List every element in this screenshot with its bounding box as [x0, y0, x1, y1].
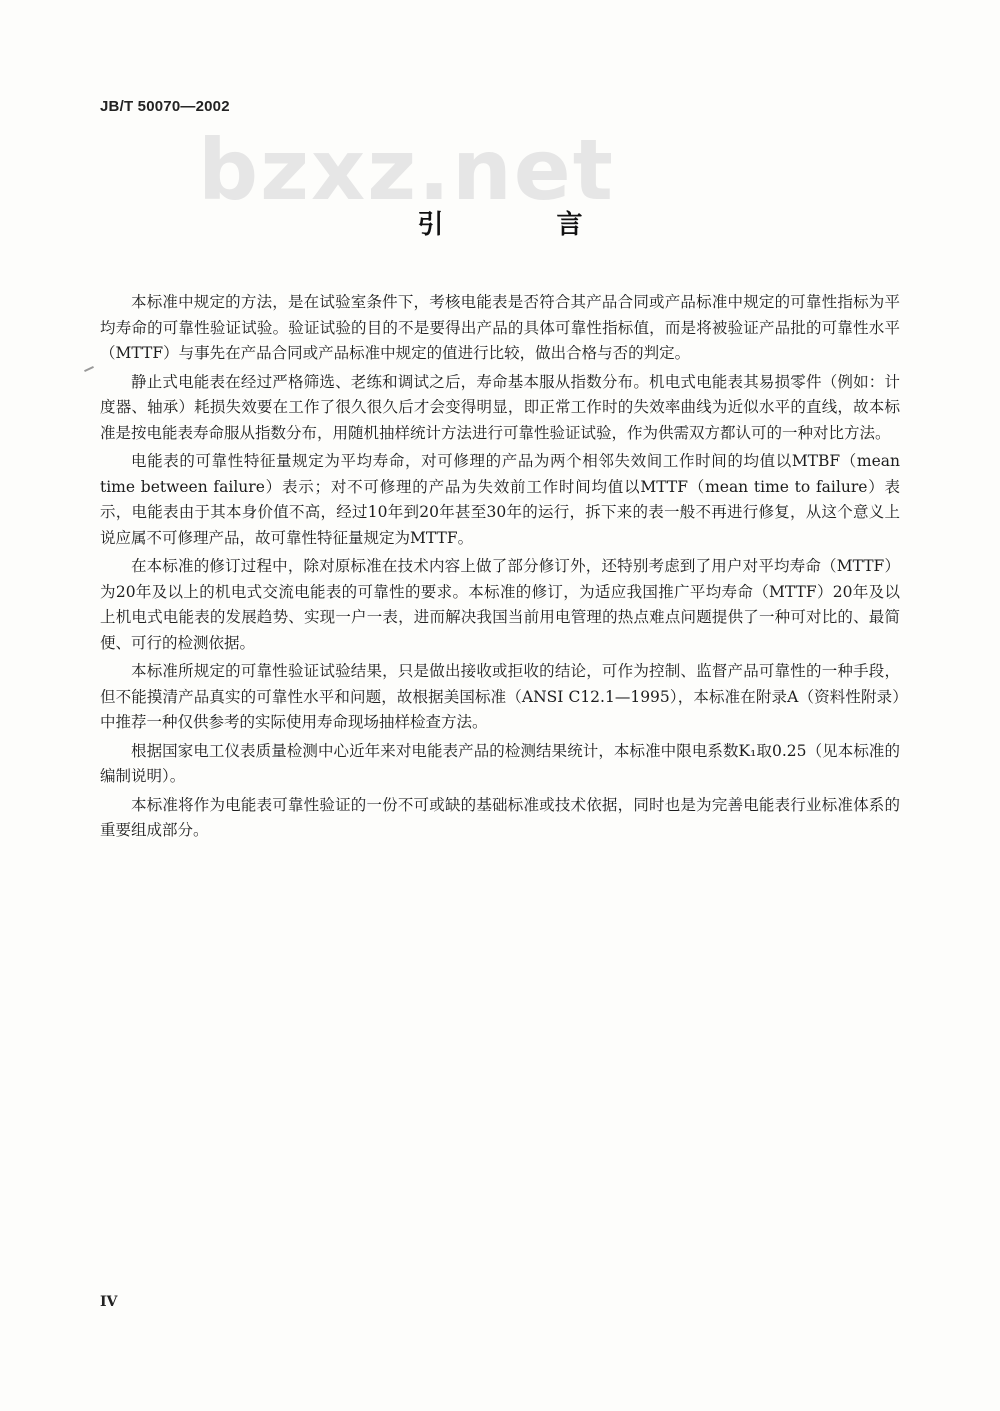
- paragraph: 在本标准的修订过程中，除对原标准在技术内容上做了部分修订外，还特别考虑到了用户对平均寿命（MTTF）为20年及以上的机电式交流电能表的可靠性的要求。本标准的修订，为适应我国推广平均寿命（MTTF）20年及以上机电式电能表的发展趋势、实现一户一表，进而解决我国当前用电管理的热点难点问题提供了一种可对比的、最简便、可行的检测依据。: [100, 557, 900, 652]
- paragraph: 本标准将作为电能表可靠性验证的一份不可或缺的基础标准或技术依据，同时也是为完善电能表行业标准体系的重要组成部分。: [100, 795, 900, 839]
- paragraph: 静止式电能表在经过严格筛选、老练和调试之后，寿命基本服从指数分布。机电式电能表其易损零件（例如：计度器、轴承）耗损失效要在工作了很久很久后才会变得明显，即正常工作时的失效率曲线为近似水平的直线，故本标准是按电能表寿命服从指数分布，用随机抽样统计方法进行可靠性验证试验，作为供需双方都认可的一种对比方法。: [100, 372, 900, 442]
- margin-mark: [84, 366, 94, 372]
- standard-code: JB/T 50070—2002: [100, 98, 230, 115]
- page-number: IV: [100, 1294, 118, 1310]
- paragraph: 本标准中规定的方法，是在试验室条件下，考核电能表是否符合其产品合同或产品标准中规定的可靠性指标为平均寿命的可靠性验证试验。验证试验的目的不是要得出产品的具体可靠性指标值，而是将被验证产品批的可靠性水平（MTTF）与事先在产品合同或产品标准中规定的值进行比较，做出合格与否的判定。: [100, 293, 900, 362]
- paragraph: 本标准所规定的可靠性验证试验结果，只是做出接收或拒收的结论，可作为控制、监督产品可靠性的一种手段，但不能摸清产品真实的可靠性水平和问题，故根据美国标准（ANSI C12.1—1995），本标准在附录A（资料性附录）中推荐一种仅供参考的实际使用寿命现场抽样检查方法。: [100, 662, 900, 731]
- paragraph: 电能表的可靠性特征量规定为平均寿命，对可修理的产品为两个相邻失效间工作时间的均值以MTBF（mean time between failure）表示；对不可修理的产品为失效前工作时间均值以MTTF（mean time to failure）表示，电能表由于其本身价值不高，经过10年到20年甚至30年的运行，拆下来的表一般不再进行修复，从这个意义上说应属不可修理产品，故可靠性特征量规定为MTTF。: [100, 452, 900, 547]
- watermark-logo: bzxz.net: [198, 121, 615, 219]
- paragraph: 根据国家电工仪表质量检测中心近年来对电能表产品的检测结果统计，本标准中限电系数K₁取0.25（见本标准的编制说明）。: [100, 741, 900, 785]
- body-text: [100, 290, 900, 847]
- page-title: 引 言: [417, 210, 635, 240]
